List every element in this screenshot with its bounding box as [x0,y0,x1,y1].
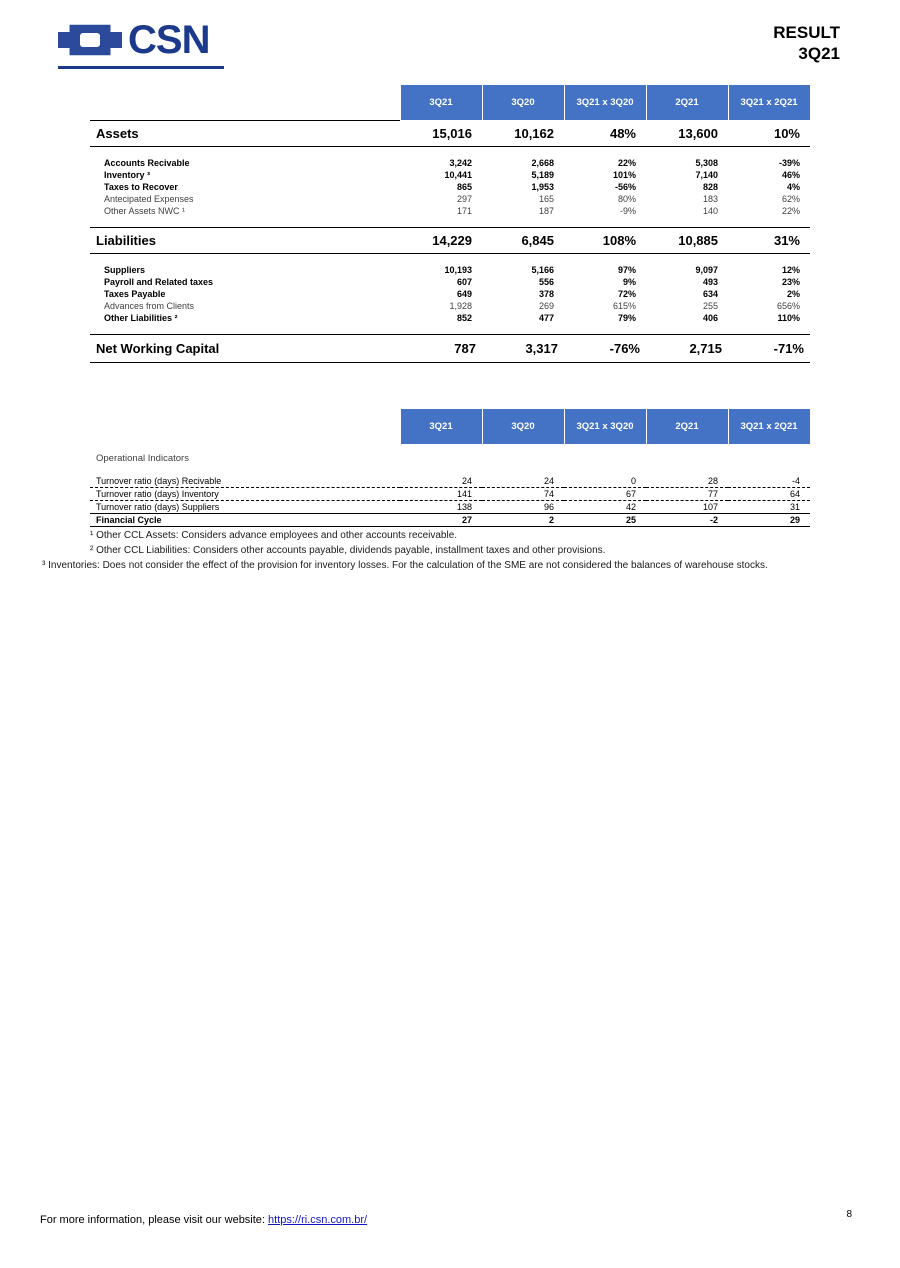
cell-turnover-suppliers-var1: 42 [564,500,646,513]
cell-payroll-var1: 9% [622,277,636,287]
cell-suppliers-2q21: 9,097 [695,265,718,275]
cell-payroll-2q21: 493 [702,277,718,287]
table-row [90,312,810,324]
table-row [90,487,810,500]
cell-advances-2q21: 255 [702,301,718,311]
cell-liabilities-3q21: 14,229 [400,228,482,254]
cell-nwc-3q20: 3,317 [482,335,564,363]
table-header-row [90,85,810,121]
cell-financial-cycle-3q21: 27 [400,513,482,526]
opi-column-header-3q20: 3Q20 [482,409,564,445]
cell-turnover-recivable-3q20: 24 [482,475,564,488]
column-header-3q21: 3Q21 [400,85,482,121]
working-capital-table [90,84,811,363]
page-header [0,12,900,72]
cell-antecipated-expenses-3q21: 297 [456,194,472,204]
table-row [90,205,810,217]
page-title [773,22,840,64]
operational-indicators-table [90,408,811,527]
table-header-row [90,409,810,445]
logo-underline [58,66,224,69]
cell-turnover-suppliers-3q20: 96 [482,500,564,513]
cell-assets-var1: 48% [564,121,646,147]
working-capital-table-block [90,84,810,363]
row-label-net-working-capital: Net Working Capital [90,335,400,363]
row-label-taxes-to-recover: Taxes to Recover [104,182,178,192]
row-label-other-liabilities: Other Liabilities ² [104,313,178,323]
cell-taxes-payable-2q21: 634 [702,289,718,299]
page-footer [40,1214,367,1226]
footnotes [42,528,850,573]
table-row [90,475,810,488]
table-row [90,121,810,147]
cell-taxes-to-recover-var2: 4% [786,182,800,192]
cell-financial-cycle-var2: 29 [728,513,810,526]
logo-text: CSN [128,18,210,62]
row-label-antecipated-expenses: Antecipated Expenses [104,194,194,204]
cell-nwc-var2: -71% [728,335,810,363]
row-label-taxes-payable: Taxes Payable [104,289,166,299]
cell-inventory-3q20: 5,189 [531,170,554,180]
cell-liabilities-var2: 31% [728,228,810,254]
cell-financial-cycle-3q20: 2 [482,513,564,526]
row-label-suppliers: Suppliers [104,265,146,275]
table-row [90,157,810,169]
cell-inventory-var2: 46% [781,170,800,180]
cell-financial-cycle-var1: 25 [564,513,646,526]
cell-turnover-inventory-var2: 64 [728,487,810,500]
cell-liabilities-3q20: 6,845 [482,228,564,254]
cell-turnover-recivable-var1: 0 [564,475,646,488]
cell-assets-3q20: 10,162 [482,121,564,147]
cell-assets-2q21: 13,600 [646,121,728,147]
cell-antecipated-expenses-var1: 80% [617,194,636,204]
header-spacer [90,409,400,445]
csn-logo-icon [58,20,122,60]
cell-suppliers-3q20: 5,166 [531,265,554,275]
cell-other-liabilities-var1: 79% [617,313,636,323]
cell-turnover-suppliers-3q21: 138 [400,500,482,513]
table-row [90,513,810,526]
cell-suppliers-var1: 97% [617,265,636,275]
cell-other-liabilities-3q20: 477 [538,313,554,323]
opi-column-header-3q21x2q21: 3Q21 x 2Q21 [728,409,810,445]
cell-nwc-var1: -76% [564,335,646,363]
cell-turnover-inventory-2q21: 77 [646,487,728,500]
cell-turnover-suppliers-var2: 31 [728,500,810,513]
column-header-3q21x3q20: 3Q21 x 3Q20 [564,85,646,121]
table-row [90,500,810,513]
table-row [90,228,810,254]
table-row [90,169,810,181]
table-row [90,181,810,193]
column-header-3q21x2q21: 3Q21 x 2Q21 [728,85,810,121]
opi-column-header-3q21x3q20: 3Q21 x 3Q20 [564,409,646,445]
cell-turnover-suppliers-2q21: 107 [646,500,728,513]
cell-accounts-recivable-3q20: 2,668 [531,158,554,168]
table-row [90,335,810,363]
footnote-2: ² Other CCL Liabilities: Considers other accounts payable, dividends payable, installment taxes and other provisions. [90,545,606,556]
cell-turnover-recivable-3q21: 24 [400,475,482,488]
cell-accounts-recivable-3q21: 3,242 [449,158,472,168]
row-label-accounts-recivable: Accounts Recivable [104,158,190,168]
cell-assets-3q21: 15,016 [400,121,482,147]
table-row [90,300,810,312]
table-row [90,264,810,276]
cell-other-assets-nwc-var1: -9% [619,206,636,216]
operational-indicators-table-block [90,408,810,527]
spacer-row [90,254,810,265]
footnote-1: ¹ Other CCL Assets: Considers advance employees and other accounts receivable. [90,530,458,541]
cell-taxes-payable-var2: 2% [786,289,800,299]
cell-other-assets-nwc-3q21: 171 [456,206,472,216]
cell-turnover-inventory-3q21: 141 [400,487,482,500]
cell-taxes-payable-var1: 72% [617,289,636,299]
cell-accounts-recivable-var1: 22% [617,158,636,168]
cell-taxes-to-recover-3q20: 1,953 [531,182,554,192]
row-label-turnover-inventory: Turnover ratio (days) Inventory [90,487,400,500]
table-row [90,445,810,465]
column-header-3q20: 3Q20 [482,85,564,121]
cell-advances-3q20: 269 [538,301,554,311]
opi-column-header-3q21: 3Q21 [400,409,482,445]
investor-relations-link[interactable]: https://ri.csn.com.br/ [268,1214,368,1226]
column-header-2q21: 2Q21 [646,85,728,121]
cell-liabilities-2q21: 10,885 [646,228,728,254]
row-label-other-assets-nwc: Other Assets NWC ¹ [104,206,186,216]
row-label-liabilities: Liabilities [90,228,400,254]
table-row [90,276,810,288]
row-label-turnover-recivable: Turnover ratio (days) Recivable [90,475,400,488]
cell-other-liabilities-2q21: 406 [702,313,718,323]
opi-column-header-2q21: 2Q21 [646,409,728,445]
cell-suppliers-3q21: 10,193 [444,265,472,275]
row-label-assets: Assets [90,121,400,147]
cell-antecipated-expenses-3q20: 165 [538,194,554,204]
cell-suppliers-var2: 12% [781,265,800,275]
cell-taxes-to-recover-3q21: 865 [456,182,472,192]
cell-inventory-var1: 101% [612,170,636,180]
cell-accounts-recivable-var2: -39% [778,158,800,168]
cell-nwc-3q21: 787 [400,335,482,363]
cell-turnover-inventory-3q20: 74 [482,487,564,500]
cell-financial-cycle-2q21: -2 [646,513,728,526]
cell-inventory-3q21: 10,441 [444,170,472,180]
spacer-row [90,217,810,228]
cell-taxes-to-recover-2q21: 828 [702,182,718,192]
cell-turnover-recivable-2q21: 28 [646,475,728,488]
footer-text: For more information, please visit our website: [40,1214,265,1226]
cell-payroll-var2: 23% [781,277,800,287]
spacer-row [90,465,810,475]
cell-payroll-3q20: 556 [538,277,554,287]
cell-advances-var2: 656% [776,301,800,311]
cell-turnover-recivable-var2: -4 [728,475,810,488]
cell-turnover-inventory-var1: 67 [564,487,646,500]
cell-payroll-3q21: 607 [456,277,472,287]
cell-inventory-2q21: 7,140 [695,170,718,180]
cell-taxes-payable-3q20: 378 [538,289,554,299]
cell-accounts-recivable-2q21: 5,308 [695,158,718,168]
brand-logo [58,20,209,60]
row-label-payroll: Payroll and Related taxes [104,277,214,287]
cell-taxes-payable-3q21: 649 [456,289,472,299]
cell-taxes-to-recover-var1: -56% [614,182,636,192]
row-label-advances-from-clients: Advances from Clients [104,301,195,311]
page-title-line2: 3Q21 [798,44,840,63]
cell-other-liabilities-var2: 110% [777,313,800,323]
cell-other-liabilities-3q21: 852 [456,313,472,323]
cell-other-assets-nwc-2q21: 140 [702,206,718,216]
page-number: 8 [846,1209,852,1220]
cell-advances-var1: 615% [612,301,636,311]
footnote-3: ³ Inventories: Does not consider the effect of the provision for inventory losses. For the calculation of the SME are not considered the balances of warehouse stocks. [42,560,768,571]
row-label-financial-cycle: Financial Cycle [90,513,400,526]
row-label-turnover-suppliers: Turnover ratio (days) Suppliers [90,500,400,513]
page-title-line1: RESULT [773,23,840,42]
cell-other-assets-nwc-3q20: 187 [538,206,554,216]
spacer-row [90,147,810,158]
cell-assets-var2: 10% [728,121,810,147]
table-row [90,193,810,205]
cell-advances-3q21: 1,928 [449,301,472,311]
cell-antecipated-expenses-var2: 62% [781,194,800,204]
cell-other-assets-nwc-var2: 22% [781,206,800,216]
table-row [90,288,810,300]
spacer-row [90,324,810,335]
cell-liabilities-var1: 108% [564,228,646,254]
row-label-inventory: Inventory ³ [104,170,151,180]
cell-nwc-2q21: 2,715 [646,335,728,363]
header-spacer [90,85,400,121]
cell-antecipated-expenses-2q21: 183 [702,194,718,204]
opi-caption: Operational Indicators [96,452,189,464]
